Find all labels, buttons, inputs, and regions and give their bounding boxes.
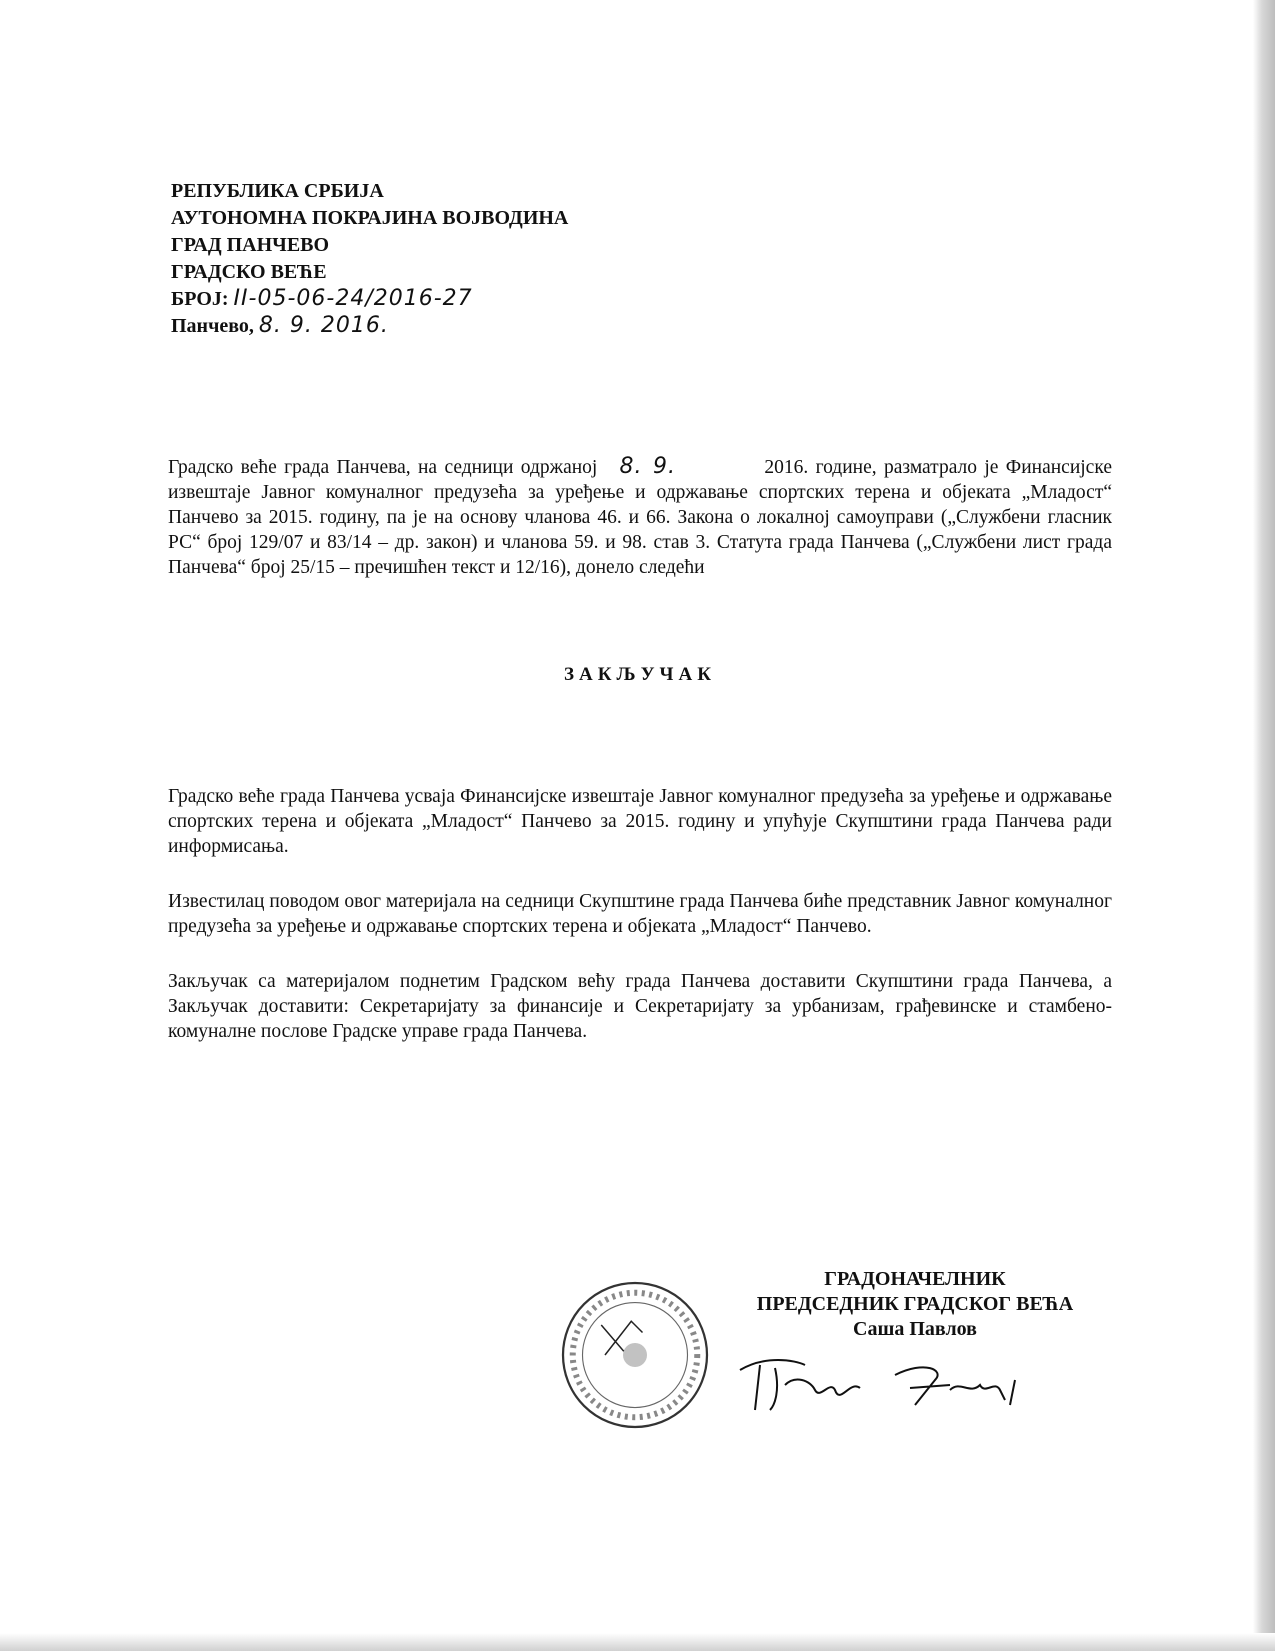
document-header: [171, 178, 568, 340]
scan-edge-bottom: [0, 1633, 1275, 1651]
number-value-handwritten: II-05-06-24/2016-27: [233, 286, 473, 311]
number-label: БРОЈ:: [171, 288, 229, 310]
header-line: АУТОНОМНА ПОКРАЈИНА ВОЈВОДИНА: [171, 207, 569, 229]
signatory-name: Саша Павлов: [853, 1318, 977, 1340]
official-stamp: [560, 1280, 710, 1430]
document-title: ЗАКЉУЧАК: [564, 664, 716, 685]
intro-text-rest: 2016. године, разматрало је Финансијске извештаје Јавног комуналног предузећа за уређење и одржавање спортских терена и објеката „Младост“ Панчево за 2015. годину, па је на основу чланова 46. и 66. Закона о локалној самоуправи („Службени гласник РС“ број 129/07 и 83/14 – др. закон) и чланова 59. и 98. став 3. Статута града Панчева („Службени лист града Панчева“ број 25/15 – пречишћен текст и 12/16), донело следећи: [168, 457, 1112, 578]
paragraph: Известилац поводом овог материјала на седници Скупштине града Панчева биће представник Јавног комуналног предузећа за уређење и одржавање спортских терена и објеката „Младост“ Панчево.: [168, 891, 1112, 937]
signatory-title: ПРЕДСЕДНИК ГРАДСКОГ ВЕЋА: [756, 1293, 1074, 1315]
date-handwritten: 8. 9. 2016.: [258, 313, 389, 338]
intro-paragraph: [168, 455, 1112, 580]
header-line: ГРАД ПАНЧЕВО: [171, 234, 330, 256]
document-date: [171, 313, 568, 340]
scan-edge-right: [1253, 0, 1275, 1651]
place-label: Панчево,: [171, 315, 254, 337]
handwritten-signature: [735, 1350, 1035, 1420]
signatory-title: ГРАДОНАЧЕЛНИК: [824, 1268, 1006, 1290]
paragraph: Закључак са материјалом поднетим Градском већу града Панчева доставити Скупштини града Панчева, а Закључак доставити: Секретаријату за финансије и Секретаријату за урбанизам, грађевинске и стамбено-комуналне послове Градске управе града Панчева.: [168, 971, 1112, 1042]
signature-block: [715, 1267, 1115, 1342]
document-body: [168, 455, 1112, 1044]
document-number: [171, 286, 568, 313]
header-line: РЕПУБЛИКА СРБИЈА: [171, 180, 384, 202]
meeting-date-handwritten: 8. 9.: [619, 454, 676, 479]
paragraph: Градско веће града Панчева усваја Финансијске извештаје Јавног комуналног предузећа за уређење и одржавање спортских терена и објеката „Младост“ Панчево за 2015. годину и упућује Скупштини града Панчева ради информисања.: [168, 786, 1112, 857]
header-line: ГРАДСКО ВЕЋЕ: [171, 261, 327, 283]
intro-text-start: Градско веће града Панчева, на седници одржаној: [168, 457, 598, 478]
